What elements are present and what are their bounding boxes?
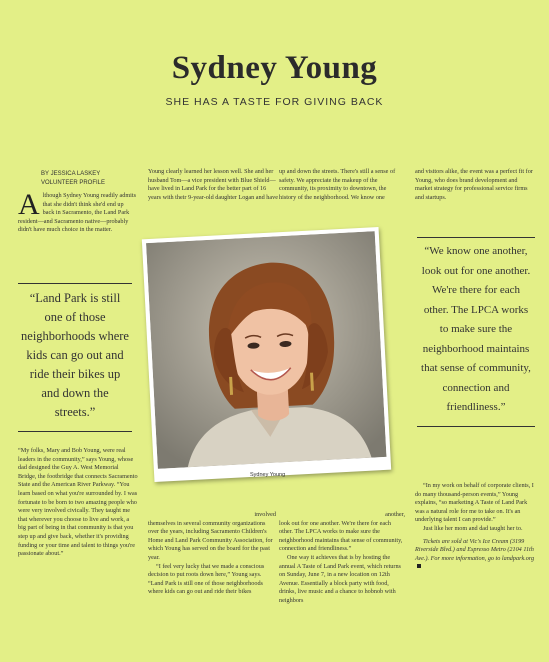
column-3-paragraph-2: One way it achieves that is by hosting the annual A Taste of Land Park event, which returns on Sunday, June 7, in a new location on 12th Avenue. Essentially a block party with food, drinks, live music and a chance to hobnob with neighbors bbox=[279, 553, 401, 604]
column-3-top: up and down the streets. There's still a sense of safety. We appreciate the makeup of the community, its proximity to downtown, the history of the neighborhood. We know one bbox=[279, 168, 396, 201]
column-3-lead-word: another, bbox=[385, 511, 405, 518]
ticket-info-text: Tickets are sold at Vic's Ice Cream (3199 Riverside Blvd.) and Espresso Metro (2104 11th Ave.). For more information, go to landpark.org bbox=[415, 537, 535, 562]
column-4-bottom bbox=[415, 482, 535, 572]
column-2-bottom bbox=[148, 511, 276, 597]
column-2-top: Young clearly learned her lesson well. She and her husband Tom—a vice president with Blue Shield—have lived in Land Park for the better part of 16 years with their 9-year-old daughter Logan and have bbox=[148, 168, 278, 201]
byline-author: BY JESSICA LASKEY bbox=[41, 171, 101, 177]
byline-section: VOLUNTEER PROFILE bbox=[41, 180, 106, 186]
byline bbox=[41, 170, 151, 188]
article-title: Sydney Young bbox=[171, 50, 378, 86]
drop-cap: A bbox=[18, 188, 40, 221]
column-3-bottom bbox=[279, 511, 405, 606]
column-4-top: and visitors alike, the event was a perfect fit for Young, who does brand development and market strategy for professional service firms and startups. bbox=[415, 168, 533, 201]
column-4-paragraph-2: Just like her mom and dad taught her to. bbox=[423, 524, 523, 532]
column-1-intro bbox=[18, 188, 136, 235]
pull-quote-1: “Land Park is still one of those neighborhoods where kids can go out and ride their bikes up and down the streets.” bbox=[18, 283, 132, 432]
column-3-paragraph-1: look out for one another. We're there for each other. The LPCA works to make sure the neighborhood maintains that sense of community, connection and friendliness.” bbox=[279, 519, 403, 553]
end-mark-icon bbox=[417, 564, 421, 568]
column-2-paragraph-2: “I feel very lucky that we made a conscious decision to put roots down here,” Young says. “Land Park is still one of those neighborhoods where kids can go out and ride their bikes bbox=[148, 562, 265, 596]
column-4-paragraph-1: “In my work on behalf of corporate clients, I do many thousand-person events,” Young explains, “so marketing A Taste of Land Park was a natural role for me to take on. It's an underlying talent I can provide.” bbox=[415, 482, 534, 524]
pull-quote-2: “We know one another, look out for one another. We're there for each other. The LPCA works to make sure the neighborhood maintains that sense of community, connection and friendliness.” bbox=[417, 237, 535, 427]
portrait-image bbox=[146, 231, 387, 469]
article-subtitle: SHE HAS A TASTE FOR GIVING BACK bbox=[165, 96, 384, 108]
photo-caption: Sydney Young bbox=[250, 472, 286, 478]
portrait-photo bbox=[142, 227, 391, 482]
column-4-ticket-info bbox=[415, 538, 535, 572]
intro-text: lthough Sydney Young readily admits that she didn't think she'd end up back in Sacramento, the Land Park resident—and Sacramento native—probably didn't have much choice in the matter. bbox=[18, 192, 136, 234]
column-2-lead-word: involved bbox=[254, 511, 276, 518]
column-2-paragraph-1: themselves in several community organizations over the years, including Sacramento Children's Home and Land Park Community Association, for which Young has served on the board for the past year. bbox=[148, 519, 273, 561]
column-1-bottom: “My folks, Mary and Bob Young, were real leaders in the community,” says Young, whose dad designed the Guy A. West Memorial Bridge, the footbridge that connects Sacramento State and the American River Parkway. “You learn based on what you're surrounded by. I was fortunate to be born to two amazing people who were very involved civically. They taught me that wherever you choose to live and work, a big part of being in that community is that you step up and give back, whether it's providing funding or your time and talent to things you're passionate about.” bbox=[18, 447, 138, 558]
